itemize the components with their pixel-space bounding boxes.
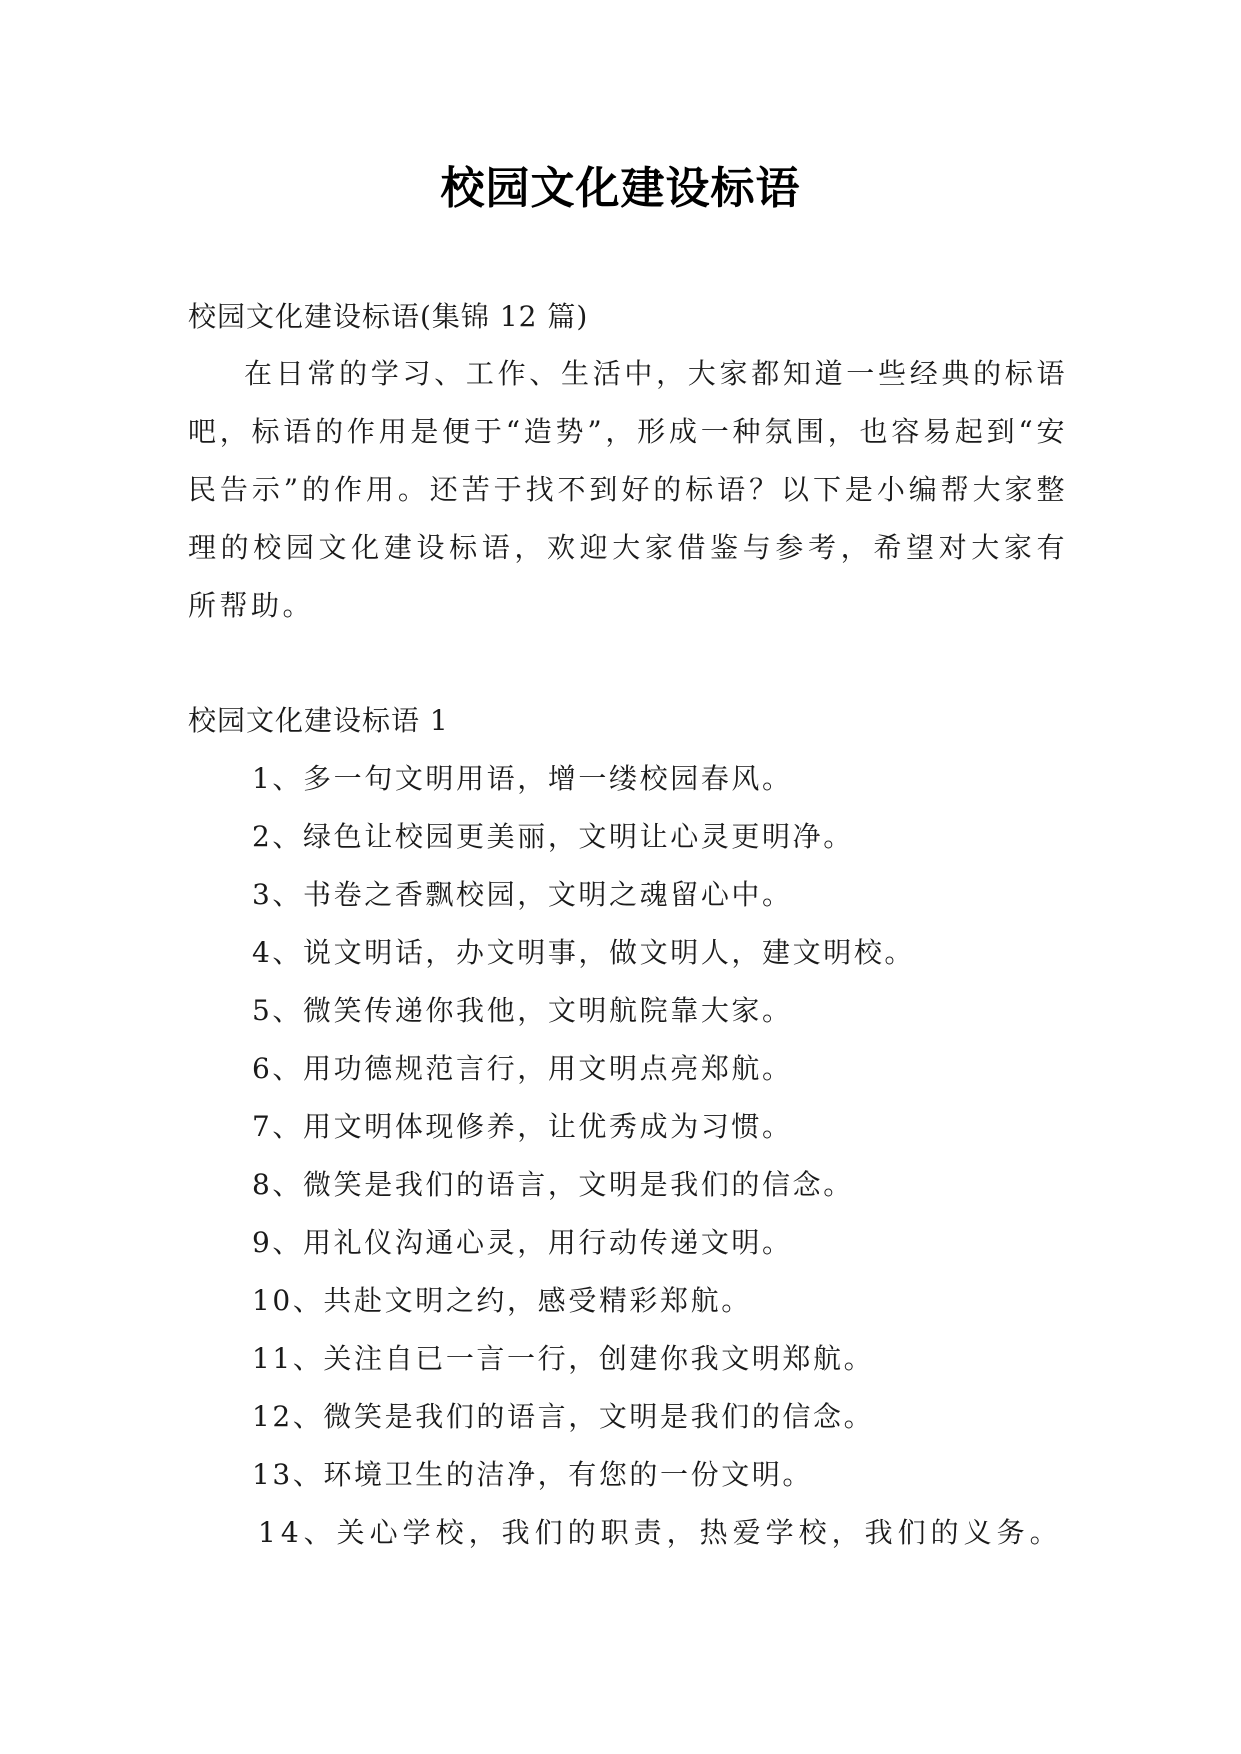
slogan-item: 6、用功德规范言行，用文明点亮郑航。 (252, 1052, 793, 1085)
slogan-item: 5、微笑传递你我他，文明航院靠大家。 (252, 994, 793, 1027)
slogan-item: 3、书卷之香飘校园，文明之魂留心中。 (252, 878, 793, 911)
slogan-item: 4、说文明话，办文明事，做文明人，建文明校。 (252, 936, 916, 969)
slogan-item: 9、用礼仪沟通心灵，用行动传递文明。 (252, 1226, 793, 1259)
slogan-item: 1、多一句文明用语，增一缕校园春风。 (252, 762, 793, 795)
document-subtitle: 校园文化建设标语(集锦 12 篇) (188, 300, 589, 333)
intro-paragraph: 在日常的学习、工作、生活中，大家都知道一些经典的标语吧，标语的作用是便于“造势”，形成一种氛围，也容易起到“安民告示”的作用。还苦于找不到好的标语？以下是小编帮大家整理的校园文化建设标语，欢迎大家借鉴与参考，希望对大家有所帮助。 (188, 357, 1068, 622)
slogan-item: 2、绿色让校园更美丽，文明让心灵更明净。 (252, 820, 854, 853)
slogan-list (252, 750, 1112, 1562)
slogan-item: 14、关心学校，我们的职责，热爱学校，我们的义务。 (258, 1516, 1063, 1549)
slogan-item: 11、关注自已一言一行，创建你我文明郑航。 (252, 1342, 875, 1375)
slogan-item: 12、微笑是我们的语言，文明是我们的信念。 (252, 1400, 875, 1433)
slogan-item: 13、环境卫生的洁净，有您的一份文明。 (252, 1458, 814, 1491)
document-title: 校园文化建设标语 (440, 163, 801, 214)
slogan-item: 7、用文明体现修养，让优秀成为习惯。 (252, 1110, 793, 1143)
slogan-item: 8、微笑是我们的语言，文明是我们的信念。 (252, 1168, 854, 1201)
slogan-item: 10、共赴文明之约，感受精彩郑航。 (252, 1284, 752, 1317)
section-title: 校园文化建设标语 1 (188, 704, 449, 737)
